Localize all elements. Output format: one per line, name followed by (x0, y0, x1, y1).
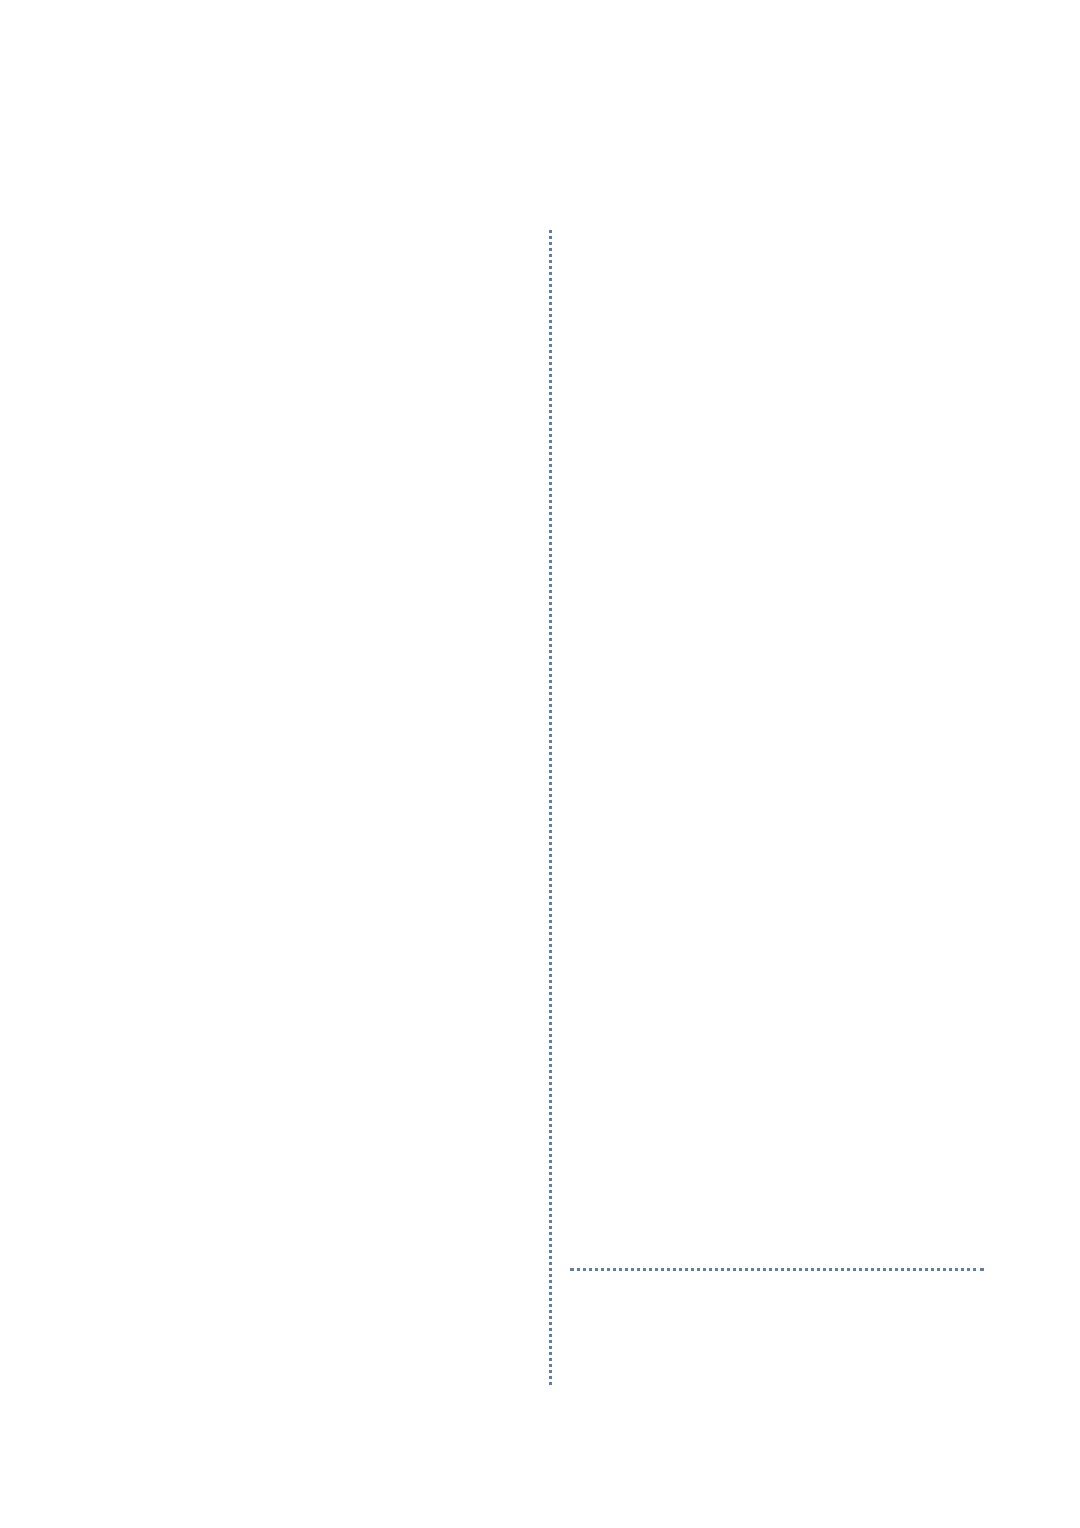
column-divider (549, 230, 552, 1385)
section-divider (570, 1268, 984, 1271)
